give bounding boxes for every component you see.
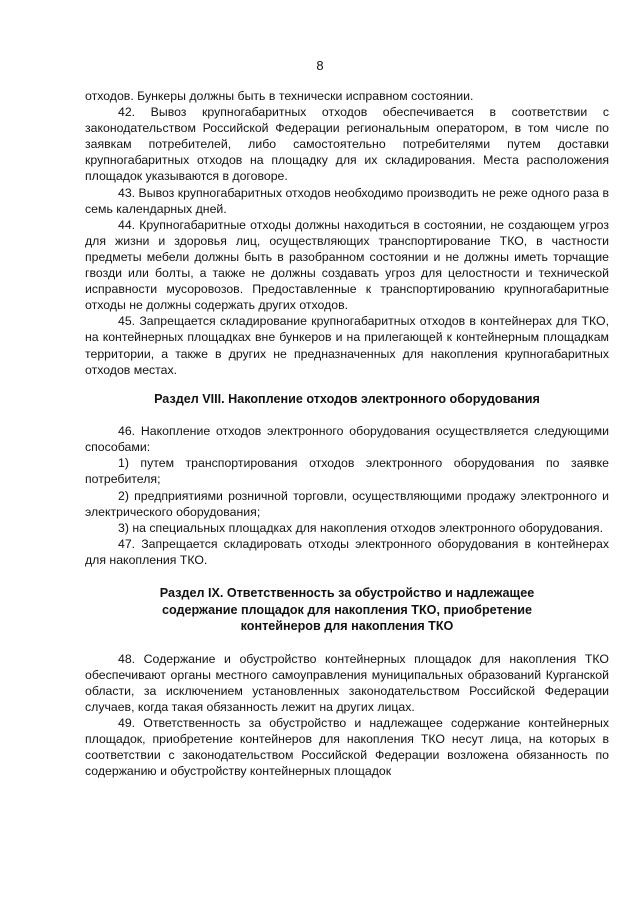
paragraph-49: 49. Ответственность за обустройство и надлежащее содержание контейнерных площадок, приобретение контейнеров для накопления ТКО несут лица, на которых в соответствии с законодательством Российской Федерации возложена обязанность по содержанию и обустройству контейнерных площадок [85, 715, 609, 779]
section-8-heading: Раздел VIII. Накопление отходов электронного оборудования [154, 391, 540, 406]
list-item-2: 2) предприятиями розничной торговли, осуществляющими продажу электронного и электрического оборудования; [85, 488, 609, 519]
section-9-heading-line: Раздел IX. Ответственность за обустройство и надлежащее [159, 586, 535, 601]
paragraph-46: 46. Накопление отходов электронного оборудования осуществляется следующими способами: [85, 424, 609, 455]
paragraph-48: 48. Содержание и обустройство контейнерных площадок для накопления ТКО обеспечивают органы местного самоуправления муниципальных образований Курганской области, за исключением установленных законодательством Российской Федерации случаев, когда такая обязанность лежит на других лицах. [85, 651, 609, 714]
paragraph-continuation: отходов. Бункеры должны быть в технически исправном состоянии. [85, 89, 474, 103]
paragraph-47: 47. Запрещается складировать отходы электронного оборудования в контейнерах для накопления ТКО. [85, 536, 609, 567]
paragraph-42: 42. Вывоз крупногабаритных отходов обеспечивается в соответствии с законодательством Российской Федерации региональным оператором, в том числе по заявкам потребителей, либо самостоятельно потребителями путем доставки крупногабаритных отходов на площадку для их складирования. Места расположения площадок указываются в договоре. [85, 105, 609, 184]
document-body [85, 88, 609, 779]
page-number: 8 [316, 58, 324, 73]
list-item-3: 3) на специальных площадках для накопления отходов электронного оборудования. [118, 520, 604, 535]
section-9-heading-line: содержание площадок для накопления ТКО, приобретение [161, 602, 533, 617]
list-item-1: 1) путем транспортирования отходов электронного оборудования по заявке потребителя; [85, 456, 609, 487]
section-9-heading-line: контейнеров для накопления ТКО [240, 619, 454, 634]
paragraph-43: 43. Вывоз крупногабаритных отходов необходимо производить не реже одного раза в семь календарных дней. [85, 185, 609, 216]
paragraph-44: 44. Крупногабаритные отходы должны находиться в состоянии, не создающем угроз для жизни и здоровья лиц, осуществляющих транспортирование ТКО, в частности предметы мебели должны быть в разобранном состоянии и не должны иметь торчащие гвозди или болты, а также не должны создавать угроз для целостности и технической исправности мусоровозов. Предоставленные к транспортированию крупногабаритные отходы не должны содержать других отходов. [85, 217, 609, 313]
paragraph-45: 45. Запрещается складирование крупногабаритных отходов в контейнерах для ТКО, на контейнерных площадках вне бункеров и на прилегающей к контейнерным площадкам территории, а также в других не предназначенных для накопления крупногабаритных отходов местах. [85, 314, 609, 377]
section-9-heading [85, 585, 609, 635]
